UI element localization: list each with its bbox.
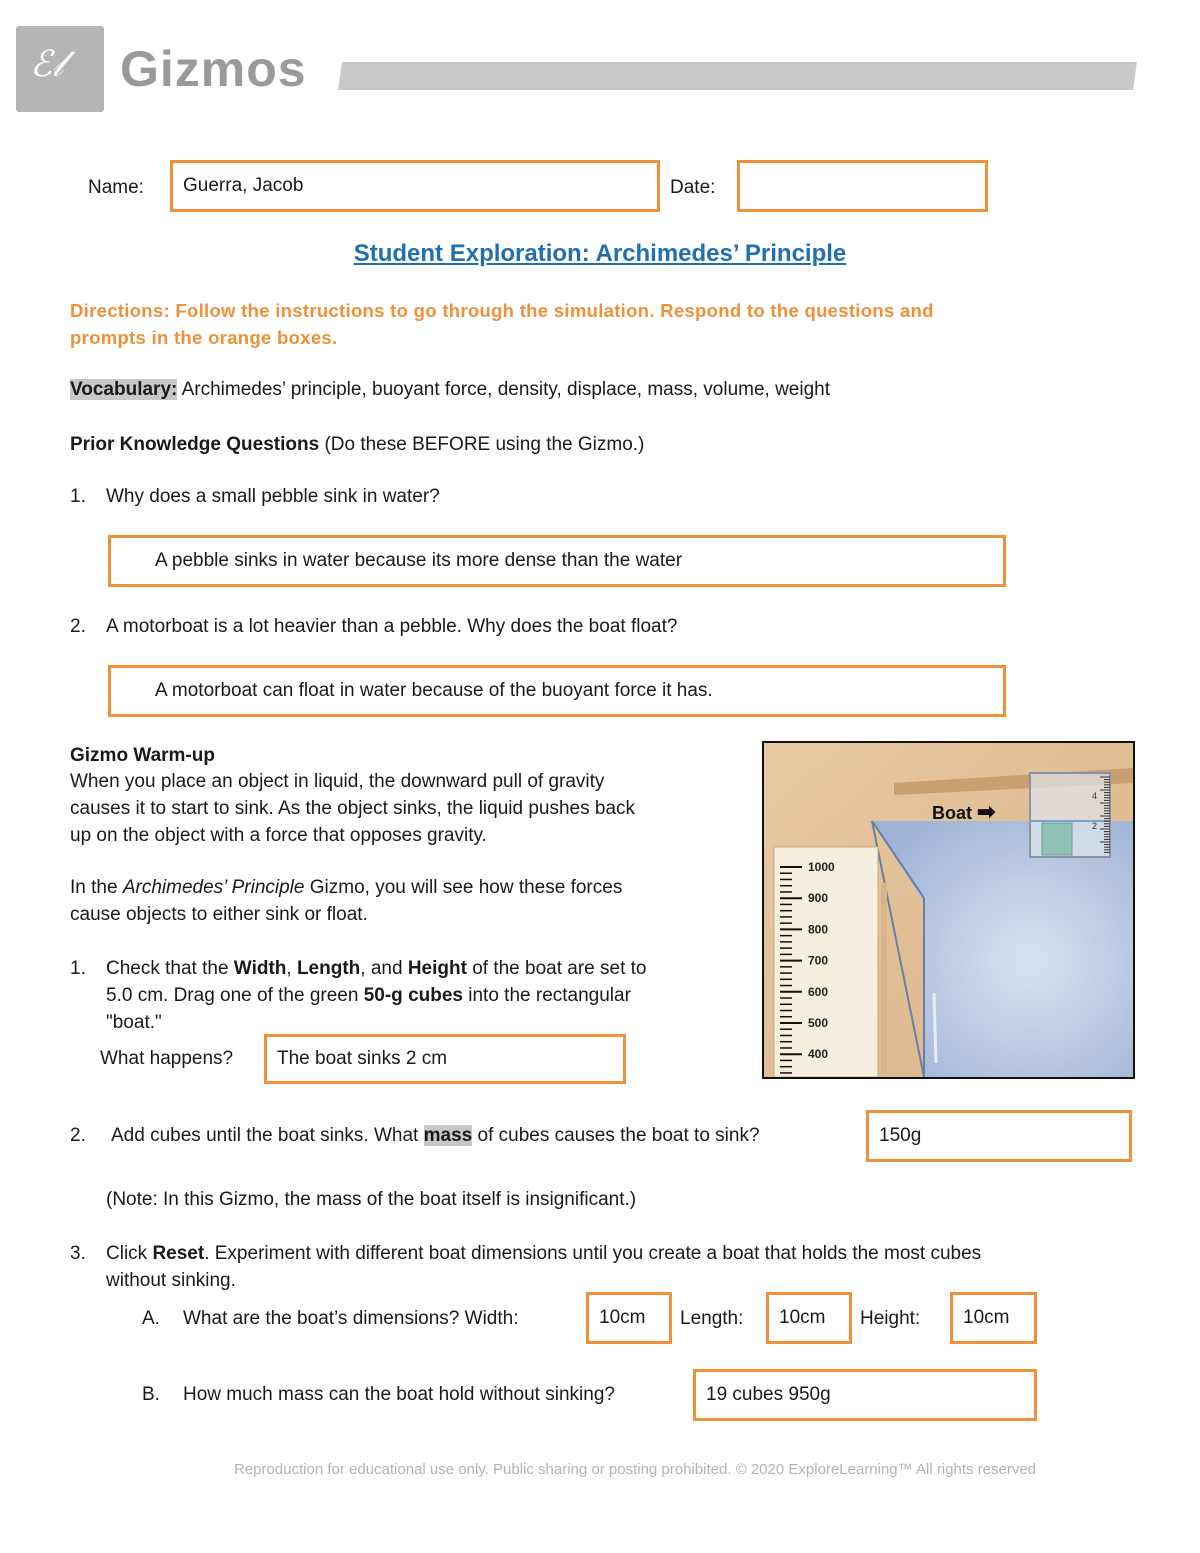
name-field[interactable] [170,160,660,212]
scale-label: 1000 [808,860,835,874]
warmup-p2-text: Gizmo, you will see how these forces [304,877,623,898]
what-happens-label: What happens? [100,1048,234,1069]
scale-label: 900 [808,891,829,906]
warmup-p2-line: cause objects to either sink or float. [70,904,368,925]
question-2 [111,1122,760,1149]
step1-text: Check that the [106,958,234,979]
header-bar [338,62,1137,90]
prior-heading-text: Prior Knowledge Questions [70,434,320,455]
length-value: 10cm [779,1307,826,1328]
footer: Reproduction for educational use only. Public sharing or posting prohibited. © 2020 ExploreLearning™ All rights reserved [233,1461,1037,1478]
prior-answer-2-field[interactable] [108,665,1006,717]
date-label: Date: [670,177,716,198]
height-field[interactable] [950,1292,1037,1344]
prior-question-1: Why does a small pebble sink in water? [106,486,440,507]
warmup-heading [70,742,215,769]
width-value: 10cm [599,1307,646,1328]
length-label: Length: [680,1308,744,1329]
boat-label-text: Boat [932,803,972,823]
gizmo-figure-svg [764,743,1133,1077]
vocabulary [70,376,830,403]
prior-answer-1-field[interactable] [108,535,1006,587]
step1-height: Height [407,958,467,979]
step1-text: of the boat are set to [466,958,647,979]
question-number: 2. [70,616,86,637]
question-2-text: Add cubes until the boat sinks. What [111,1125,424,1146]
prior-answer-2: A motorboat can float in water because of the buoyant force it has. [155,680,713,701]
question-number: 1. [70,486,86,507]
question-2-answer-field[interactable] [866,1110,1132,1162]
step1-text: 5.0 cm. Drag one of the green [106,985,364,1006]
arrow-right-icon: ➡ [977,799,996,824]
green-cube [1042,823,1072,855]
date-field[interactable] [737,160,988,212]
prior-answer-1: A pebble sinks in water because its more dense than the water [155,550,683,571]
step1-text: , [286,958,297,979]
boat-scale-label: 2 [1092,821,1098,831]
warmup-p2-text: In the [70,877,123,898]
reset-keyword: Reset [152,1243,205,1264]
boat-scale-label: 4 [1092,791,1098,801]
what-happens-answer: The boat sinks 2 cm [277,1048,448,1069]
question-2-answer: 150g [879,1125,922,1146]
name-value: Guerra, Jacob [183,175,304,196]
scale-label: 600 [808,984,829,999]
scale-label: 800 [808,922,829,937]
question-2-mass: mass [423,1125,473,1146]
directions-line-1: Directions: Follow the instructions to go through the simulation. Respond to the questions and [70,300,934,321]
warmup-p1-line: When you place an object in liquid, the downward pull of gravity [70,771,605,792]
gizmo-name: Archimedes’ Principle [122,877,305,898]
question-3-text: . Experiment with different boat dimensions until you create a boat that holds the most cubes [204,1243,982,1264]
gizmo-figure [762,741,1135,1079]
prior-question-2: A motorboat is a lot heavier than a pebble. Why does the boat float? [106,616,678,637]
mass-held-field[interactable] [693,1369,1037,1421]
directions-line-2: prompts in the orange boxes. [70,327,338,348]
step1-text: into the rectangular [462,985,631,1006]
question-number: 2. [70,1125,86,1146]
scale-label: 400 [808,1047,829,1062]
q3a-text: What are the boat’s dimensions? Width: [183,1308,519,1329]
step1-width: Width [233,958,287,979]
mass-held-answer: 19 cubes 950g [706,1384,831,1405]
question-3-text: Click [106,1243,153,1264]
q3b-label: B. [142,1384,160,1405]
vocabulary-terms: Archimedes’ principle, buoyant force, density, displace, mass, volume, weight [181,379,831,400]
prior-knowledge-heading [70,431,644,458]
q3b-text: How much mass can the boat hold without sinking? [183,1384,615,1405]
brand-name: Gizmos [120,41,307,97]
warmup-step-1 [106,955,647,1036]
q3a-label: A. [142,1308,160,1329]
step1-length: Length [296,958,361,979]
what-happens-field[interactable] [264,1034,626,1084]
question-3-text: without sinking. [106,1270,236,1291]
prior-note: (Do these BEFORE using the Gizmo.) [324,434,645,455]
width-field[interactable] [586,1292,672,1344]
length-field[interactable] [766,1292,852,1344]
scale-label: 500 [808,1016,829,1030]
scale-label: 700 [808,953,829,968]
step1-text: "boat." [106,1012,162,1033]
water-highlight [934,993,936,1063]
warmup-p1-line: up on the object with a force that opposes gravity. [70,825,487,846]
page-title: Student Exploration: Archimedes’ Principle [353,240,847,267]
warmup-p1-line: causes it to start to sink. As the object sinks, the liquid pushes back [70,798,636,819]
logo-badge [16,26,104,112]
height-label: Height: [860,1308,921,1329]
warmup-paragraph-2 [70,874,622,928]
question-3 [106,1240,981,1294]
height-value: 10cm [963,1307,1010,1328]
question-2-text: of cubes causes the boat to sink? [472,1125,760,1146]
vocabulary-label: Vocabulary: [70,379,178,400]
logo-glyph: ℰ𝓁 [30,44,64,85]
directions [70,297,934,351]
warmup-paragraph-1 [70,768,635,849]
name-label: Name: [88,177,144,198]
question-number: 3. [70,1243,86,1264]
question-2-note: (Note: In this Gizmo, the mass of the boat itself is insignificant.) [106,1189,637,1210]
boat-label [932,799,995,825]
warmup-heading-text: Gizmo Warm-up [70,745,215,766]
step1-cubes: 50-g cubes [363,985,463,1006]
step1-text: , and [360,958,408,979]
question-number: 1. [70,958,86,979]
